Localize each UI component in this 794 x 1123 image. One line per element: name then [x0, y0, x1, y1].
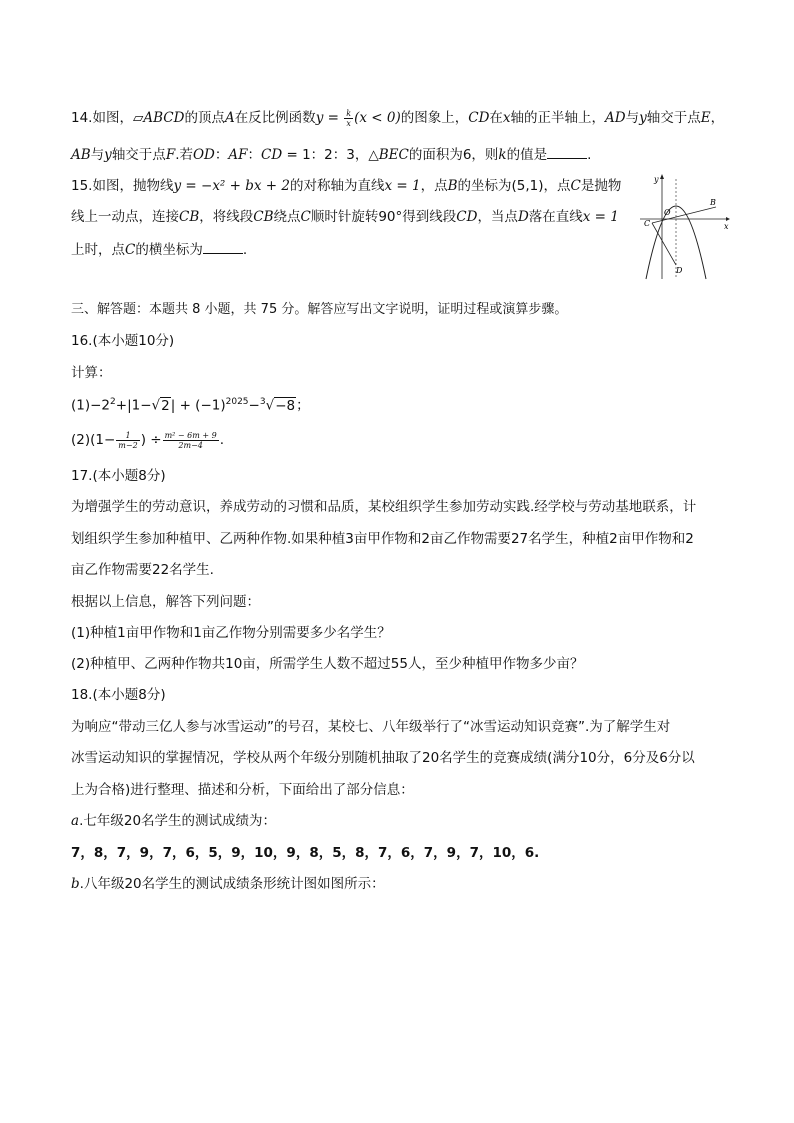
fraction-quadratic: $\frac{\text{m² − 6m + 9}}{2m-4}$	[164, 430, 217, 450]
q17-subquestion-1: (1)种植1亩甲作物和1亩乙作物分别需要多少名学生？	[71, 625, 391, 641]
fraction-1-over-m-2: $\frac{1}{m-2}$	[118, 430, 138, 450]
answer-blank[interactable]	[203, 239, 243, 254]
answer-blank[interactable]	[547, 144, 587, 159]
q17-paragraph-1: 为增强学生的劳动意识，养成劳动的习惯和品质，某校组织学生参加劳动实践.经学校与劳动基地联系，计	[71, 499, 697, 515]
k-over-x-fraction: $\frac{k}{x}$	[346, 108, 352, 128]
q18-paragraph-3: 上为合格)进行整理、描述和分析，下面给出了部分信息：	[71, 782, 414, 798]
x-axis-label: x	[724, 222, 729, 231]
q17-prompt: 根据以上信息，解答下列问题：	[71, 594, 260, 610]
q16-part1: $(1)-2^2+|1-√2| + (-1)^{2025}-^3√-8$；	[71, 397, 310, 414]
q17-heading: 17.(本小题8分)	[71, 468, 166, 484]
q18-paragraph-1: 为响应“带动三亿人参与冰雪运动”的号召，某校七、八年级举行了“冰雪运动知识竞赛”.为了解学生对	[71, 719, 671, 735]
q18-item-b: b.八年级20名学生的测试成绩条形统计图如图所示：	[71, 876, 385, 892]
q14-line1: 14.如图，▱ABCD的顶点A在反比例函数y = $\frac{k}{x}$ (x < 0)的图象上，CD在x轴的正半轴上，AD与y轴交于点E，	[71, 108, 725, 128]
q16-intro: 计算：	[71, 365, 112, 381]
section-heading: 三、解答题：本题共 8 小题，共 75 分。解答应写出文字说明，证明过程或演算步骤。	[71, 302, 568, 317]
q18-heading: 18.(本小题8分)	[71, 687, 166, 703]
q17-subquestion-2: (2)种植甲、乙两种作物共10亩，所需学生人数不超过55人，至少种植甲作物多少亩？	[71, 656, 584, 672]
y-axis-label: y	[654, 175, 659, 184]
point-d-label: D	[676, 266, 683, 275]
q18-paragraph-2: 冰雪运动知识的掌握情况，学校从两个年级分别随机抽取了20名学生的竞赛成绩(满分10分，6分及6分以	[71, 750, 695, 766]
q15-line2: 线上一动点，连接CB，将线段CB绕点C顺时针旋转90°得到线段CD，当点D落在直线x = 1	[71, 209, 619, 225]
point-c-label: C	[644, 219, 651, 228]
q17-paragraph-2: 划组织学生参加种植甲、乙两种作物.如果种植3亩甲作物和2亩乙作物需要27名学生，种植2亩甲作物和2	[71, 531, 694, 547]
segment-cd	[652, 223, 676, 265]
point-b-label: B	[710, 198, 716, 207]
q15-line1: 15.如图，抛物线y = −x² + bx + 2的对称轴为直线x = 1，点B的坐标为(5,1)，点C是抛物	[71, 178, 622, 194]
q16-heading: 16.(本小题10分)	[71, 333, 175, 349]
parabola-figure	[638, 173, 730, 281]
q18-item-a: a.七年级20名学生的测试成绩为：	[71, 813, 277, 829]
origin-label: O	[664, 208, 671, 217]
segment-cb	[652, 207, 716, 223]
q18-scores: 7，8，7，9，7，6，5，9，10，9，8，5，8，7，6，7，9，7，10，6.	[71, 845, 540, 861]
q14-line2: AB与y轴交于点F.若OD：AF：CD = 1：2：3，△BEC的面积为6，则k的值是 .	[71, 144, 591, 165]
q16-part2: (2)(1− $\frac{1}{m-2}$ ) ÷ $\frac{\text{m² − 6m + 9}}{2m-4}$ .	[71, 430, 224, 450]
q17-paragraph-3: 亩乙作物需要22名学生.	[71, 562, 214, 578]
q15-line3: 上时，点C的横坐标为 .	[71, 239, 247, 260]
